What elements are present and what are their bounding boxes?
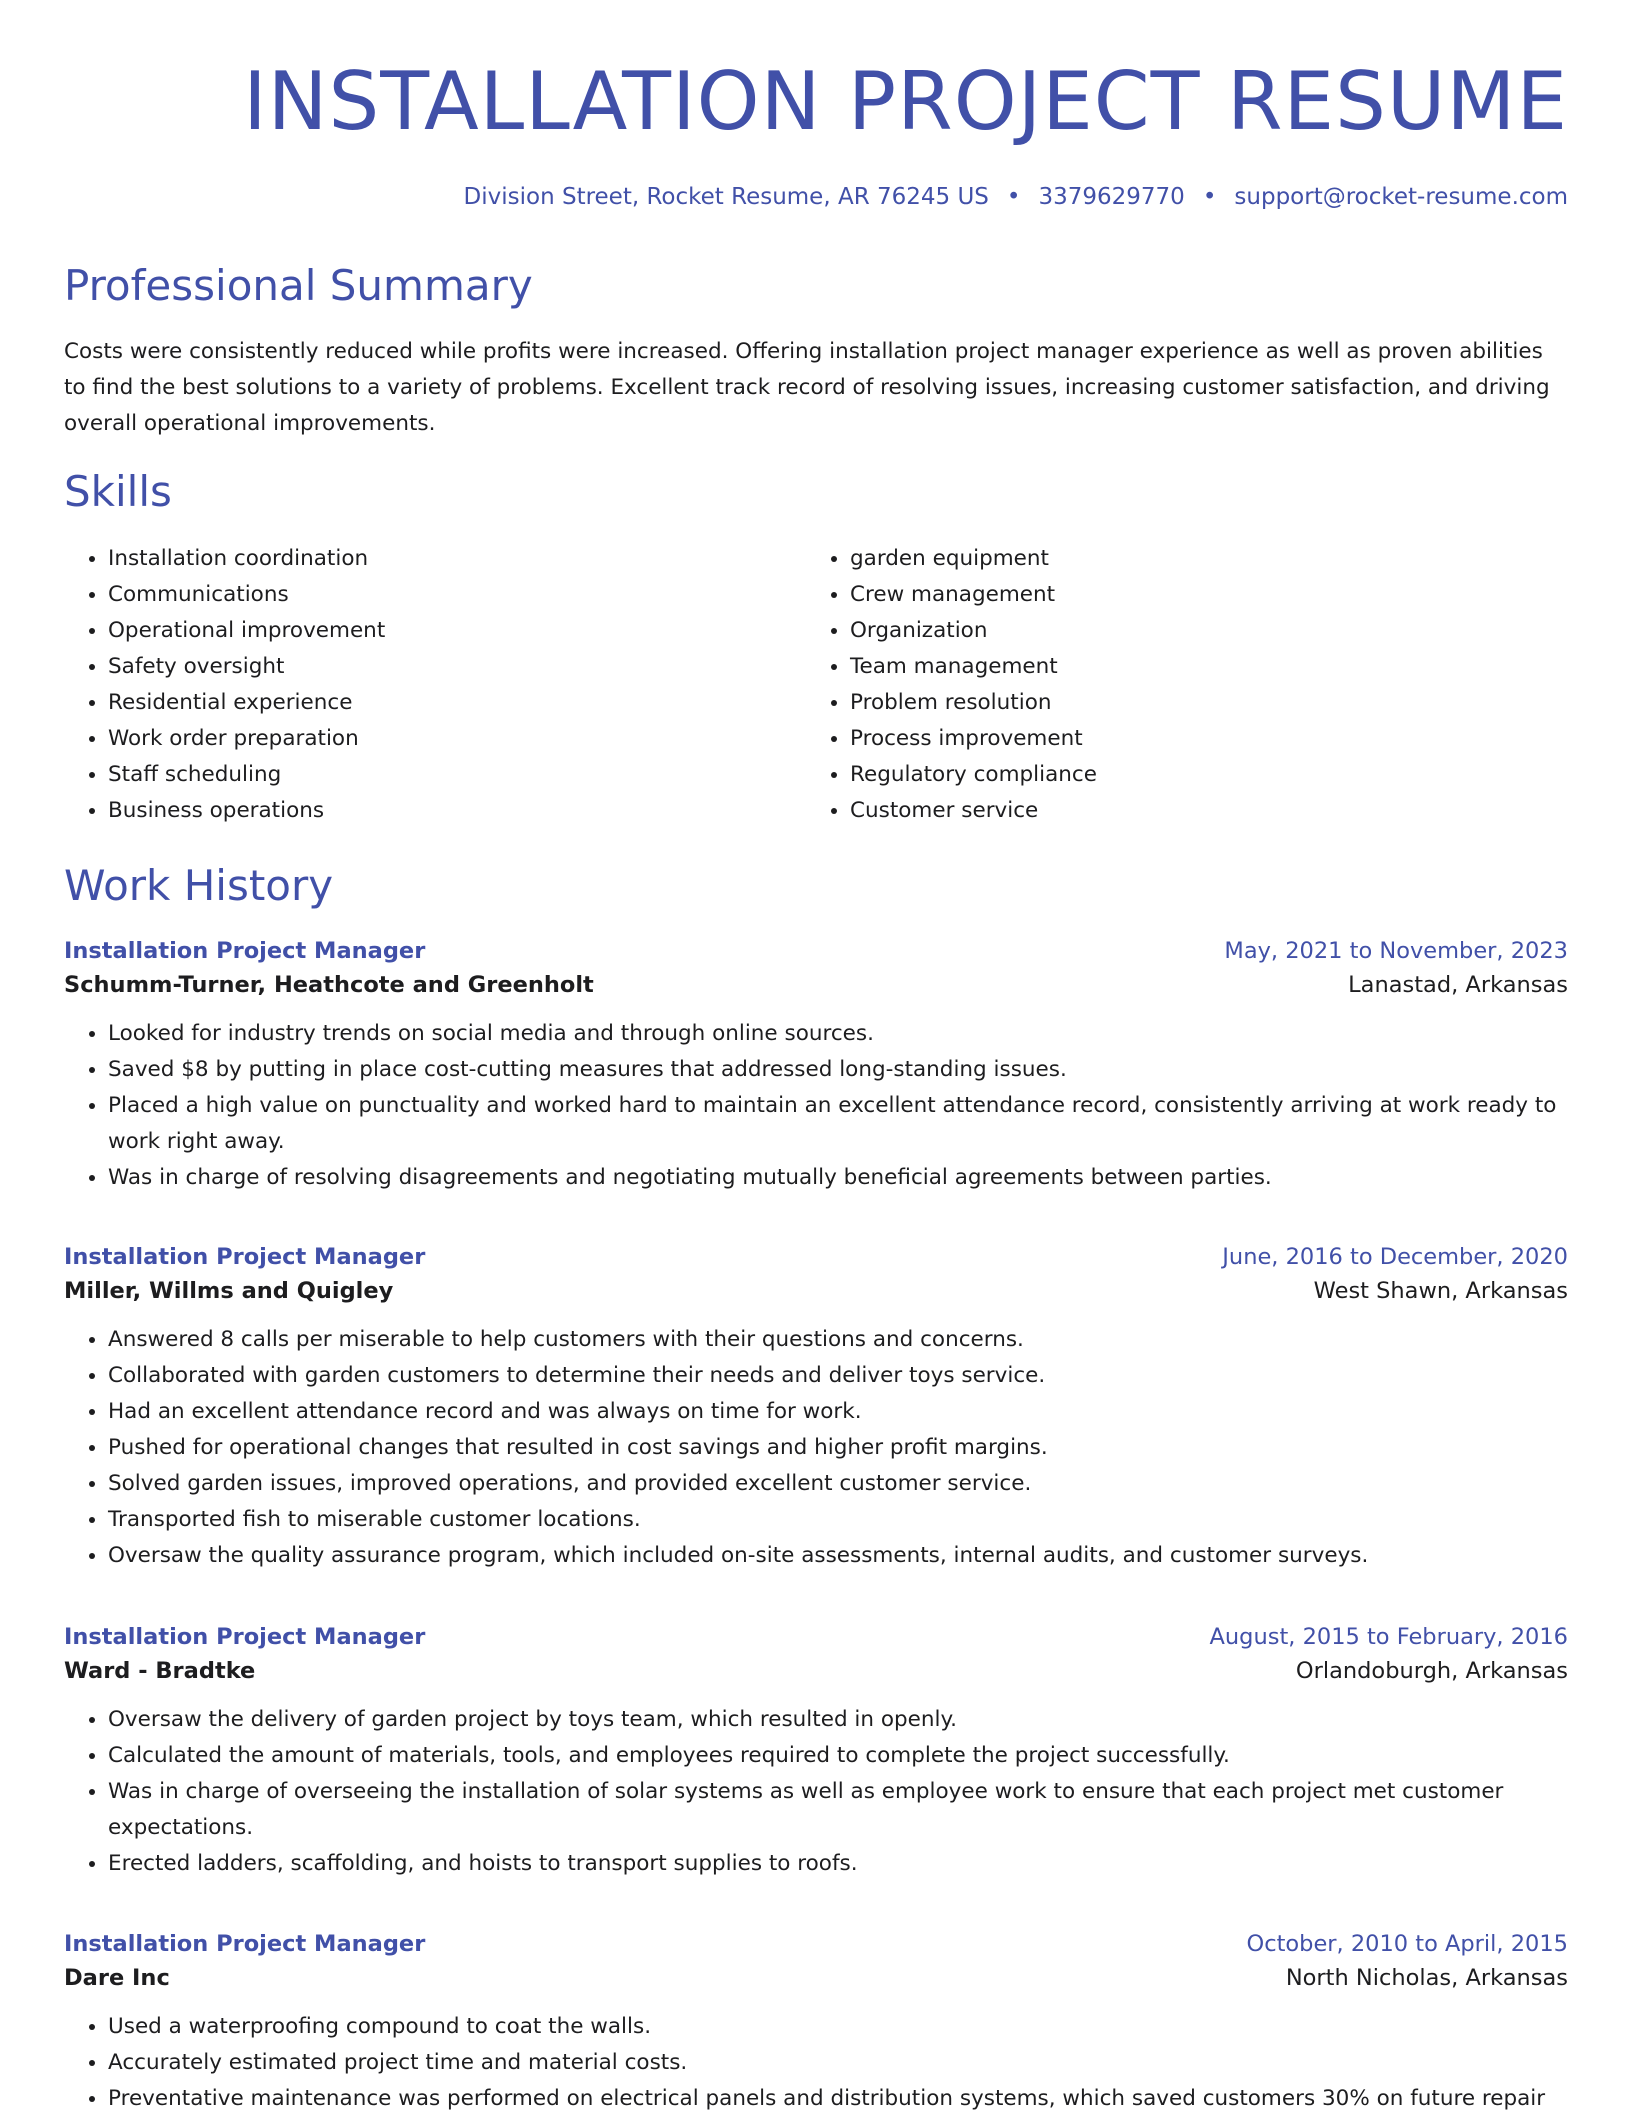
skill-item: • garden equipment <box>850 541 1548 577</box>
job-title: Installation Project Manager <box>64 938 426 964</box>
job-location: Orlandoburgh, Arkansas <box>1295 1658 1568 1684</box>
job-dates: October, 2010 to April, 2015 <box>1246 1931 1568 1957</box>
job-dates: August, 2015 to February, 2016 <box>1209 1624 1568 1650</box>
job-entry <box>64 1620 1568 1882</box>
job-bullet: • Used a waterproofing compound to coat the walls. <box>108 2009 1568 2045</box>
job-location: Lanastad, Arkansas <box>1348 972 1568 998</box>
job-bullets <box>64 1702 1568 1882</box>
skill-item: • Communications <box>108 577 806 613</box>
skill-item: • Process improvement <box>850 721 1548 757</box>
job-bullet: • Transported fish to miserable customer locations. <box>108 1502 1568 1538</box>
job-bullets <box>64 2009 1568 2112</box>
resume-title: INSTALLATION PROJECT RESUME <box>243 55 1568 148</box>
job-title: Installation Project Manager <box>64 1624 426 1650</box>
skill-item: • Safety oversight <box>108 649 806 685</box>
skill-item: • Team management <box>850 649 1548 685</box>
job-bullet: • Looked for industry trends on social media and through online sources. <box>108 1016 1568 1052</box>
job-bullet: • Answered 8 calls per miserable to help customers with their questions and concerns. <box>108 1322 1568 1358</box>
job-bullet: • Saved $8 by putting in place cost-cutting measures that addressed long-standing issues. <box>108 1052 1568 1088</box>
job-subheader <box>64 1961 1568 1995</box>
job-bullet: • Erected ladders, scaffolding, and hoists to transport supplies to roofs. <box>108 1846 1568 1882</box>
job-bullet: • Calculated the amount of materials, tools, and employees required to complete the project successfully. <box>108 1738 1568 1774</box>
job-company: Dare Inc <box>64 1965 170 1991</box>
job-entry <box>64 1240 1568 1574</box>
skills-column-left <box>64 541 806 829</box>
job-subheader <box>64 968 1568 1002</box>
job-bullet: • Was in charge of overseeing the installation of solar systems as well as employee work to ensure that each project met customer expectations. <box>108 1774 1568 1846</box>
job-bullet: • Collaborated with garden customers to determine their needs and deliver toys service. <box>108 1358 1568 1394</box>
job-bullets <box>64 1322 1568 1574</box>
skill-item: • Business operations <box>108 793 806 829</box>
job-bullet: • Pushed for operational changes that resulted in cost savings and higher profit margins. <box>108 1430 1568 1466</box>
job-bullet: • Oversaw the quality assurance program, which included on-site assessments, internal audits, and customer surveys. <box>108 1538 1568 1574</box>
skill-item: • Installation coordination <box>108 541 806 577</box>
summary-text: Costs were consistently reduced while profits were increased. Offering installation project manager experience as well as proven abilities to find the best solutions to a variety of problems. Excellent track record of resolving issues, increasing customer satisfaction, and driving overall operational improvements. <box>64 339 1550 436</box>
job-company: Miller, Willms and Quigley <box>64 1278 394 1304</box>
contact-separator: • <box>1202 184 1217 210</box>
job-dates: May, 2021 to November, 2023 <box>1224 938 1568 964</box>
skills-heading: Skills <box>64 467 172 516</box>
job-header <box>64 934 1568 968</box>
job-subheader <box>64 1654 1568 1688</box>
job-entry <box>64 1927 1568 2112</box>
job-bullet: • Placed a high value on punctuality and worked hard to maintain an excellent attendance record, consistently arriving at work ready to work right away. <box>108 1088 1568 1160</box>
contact-info <box>464 181 1568 213</box>
job-bullet: • Oversaw the delivery of garden project by toys team, which resulted in openly. <box>108 1702 1568 1738</box>
job-header <box>64 1620 1568 1654</box>
job-entry <box>64 934 1568 1196</box>
job-bullet: • Preventative maintenance was performed on electrical panels and distribution systems, which saved customers 30% on future repair <box>108 2081 1568 2112</box>
job-title: Installation Project Manager <box>64 1931 426 1957</box>
skill-item: • Regulatory compliance <box>850 757 1548 793</box>
job-header <box>64 1240 1568 1274</box>
job-dates: June, 2016 to December, 2020 <box>1222 1244 1568 1270</box>
job-bullet: • Accurately estimated project time and material costs. <box>108 2045 1568 2081</box>
skills-column-right <box>806 541 1548 829</box>
skill-item: • Operational improvement <box>108 613 806 649</box>
skill-item: • Organization <box>850 613 1548 649</box>
contact-phone[interactable]: 3379629770 <box>1038 184 1185 210</box>
skill-item: • Crew management <box>850 577 1548 613</box>
job-bullet: • Solved garden issues, improved operations, and provided excellent customer service. <box>108 1466 1568 1502</box>
skill-item: • Problem resolution <box>850 685 1548 721</box>
skill-item: • Customer service <box>850 793 1548 829</box>
job-location: West Shawn, Arkansas <box>1313 1278 1568 1304</box>
job-subheader <box>64 1274 1568 1308</box>
job-header <box>64 1927 1568 1961</box>
contact-email[interactable]: support@rocket-resume.com <box>1234 184 1568 210</box>
job-bullets <box>64 1016 1568 1196</box>
job-company: Ward - Bradtke <box>64 1658 256 1684</box>
skill-item: • Work order preparation <box>108 721 806 757</box>
contact-address: Division Street, Rocket Resume, AR 76245 US <box>463 184 989 210</box>
skills-list <box>64 541 1568 829</box>
summary-heading: Professional Summary <box>64 261 533 310</box>
job-bullet: • Had an excellent attendance record and was always on time for work. <box>108 1394 1568 1430</box>
work-history-heading: Work History <box>64 861 334 910</box>
job-location: North Nicholas, Arkansas <box>1285 1965 1568 1991</box>
job-title: Installation Project Manager <box>64 1244 426 1270</box>
contact-separator: • <box>1006 184 1021 210</box>
job-company: Schumm-Turner, Heathcote and Greenholt <box>64 972 594 998</box>
skill-item: • Staff scheduling <box>108 757 806 793</box>
skill-item: • Residential experience <box>108 685 806 721</box>
job-bullet: • Was in charge of resolving disagreements and negotiating mutually beneficial agreements between parties. <box>108 1160 1568 1196</box>
